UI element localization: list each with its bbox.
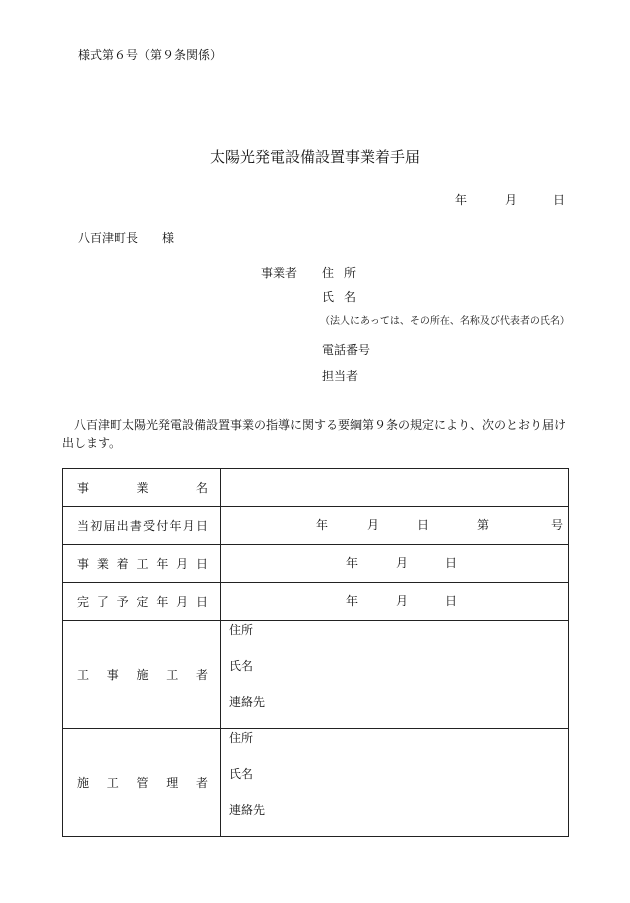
label-char: 了 [96, 595, 109, 609]
addressee-name: 八百津町長 [78, 231, 139, 245]
completion-date-label [63, 593, 220, 610]
label-char: 事 [77, 557, 90, 571]
applicant-contact-label: 担当者 [322, 369, 359, 383]
unit-day: 日 [445, 594, 458, 609]
applicant-phone-label: 電話番号 [322, 343, 371, 357]
label-char: 当 [77, 519, 90, 533]
unit-go: 号 [551, 518, 564, 533]
construction-start-date-input-cell[interactable] [221, 545, 569, 583]
document-title: 太陽光発電設備設置事業着手届 [209, 148, 420, 166]
label-char: 予 [116, 595, 129, 609]
label-char: 書 [129, 519, 142, 533]
label-char: 付 [156, 519, 169, 533]
business-name-label [63, 479, 220, 496]
label-char: 事 [77, 481, 90, 495]
label-char: 日 [195, 519, 208, 533]
label-char: 初 [90, 519, 103, 533]
label-char: 事 [106, 668, 119, 682]
manager-name-label: 氏名 [229, 767, 254, 781]
label-char: 施 [136, 668, 149, 682]
unit-year: 年 [346, 556, 359, 571]
applicant-label: 事業者 [261, 266, 298, 280]
label-char: 定 [136, 595, 149, 609]
label-cell [63, 729, 221, 837]
label-cell [63, 621, 221, 729]
applicant-name-label: 氏名 [322, 290, 367, 304]
manager-label [63, 774, 220, 791]
label-char: 業 [96, 557, 109, 571]
label-char: 年 [169, 519, 182, 533]
label-char: 工 [166, 668, 179, 682]
label-char: 業 [136, 481, 149, 495]
contractor-address-label: 住所 [229, 623, 254, 637]
label-char: 施 [77, 776, 90, 790]
label-char: 月 [182, 519, 195, 533]
label-char: 受 [143, 519, 156, 533]
notification-form-table [62, 468, 569, 837]
label-char: 工 [136, 557, 149, 571]
label-char: 月 [176, 557, 189, 571]
label-char: 月 [176, 595, 189, 609]
label-char: 理 [166, 776, 179, 790]
label-char: 年 [156, 557, 169, 571]
label-cell [63, 545, 221, 583]
contractor-label [63, 666, 220, 683]
unit-year: 年 [346, 594, 359, 609]
row-business-name [63, 469, 569, 507]
unit-month: 月 [367, 518, 380, 533]
unit-year: 年 [316, 518, 329, 533]
label-char: 出 [116, 519, 129, 533]
label-char: 日 [195, 595, 208, 609]
manager-address-label: 住所 [229, 731, 254, 745]
label-cell [63, 469, 221, 507]
label-char: 完 [77, 595, 90, 609]
unit-month: 月 [396, 556, 409, 571]
form-number: 様式第６号（第９条関係） [78, 48, 223, 62]
label-char: 年 [156, 595, 169, 609]
label-cell [63, 583, 221, 621]
initial-receipt-date-input-cell[interactable] [221, 507, 569, 545]
label-char: 工 [106, 776, 119, 790]
label-char: 着 [116, 557, 129, 571]
unit-day: 日 [417, 518, 430, 533]
date-year-label: 年 [455, 193, 468, 207]
initial-receipt-date-label [63, 517, 220, 534]
row-manager [63, 729, 569, 837]
row-initial-receipt-date [63, 507, 569, 545]
date-month-label: 月 [505, 193, 518, 207]
label-char: 工 [77, 668, 90, 682]
applicant-address-label: 住所 [322, 266, 367, 280]
label-char: 日 [195, 557, 208, 571]
label-char: 管 [136, 776, 149, 790]
label-char: 届 [103, 519, 116, 533]
unit-dai: 第 [477, 518, 490, 533]
contractor-contact-label: 連絡先 [229, 695, 266, 709]
date-day-label: 日 [553, 193, 566, 207]
addressee-honorific: 様 [162, 231, 175, 245]
label-char: 名 [195, 481, 208, 495]
row-completion-date [63, 583, 569, 621]
row-contractor [63, 621, 569, 729]
row-construction-start-date [63, 545, 569, 583]
label-char: 者 [195, 776, 208, 790]
contractor-name-label: 氏名 [229, 659, 254, 673]
applicant-name-note: （法人にあっては、その所在、名称及び代表者の氏名） [320, 316, 570, 327]
manager-input-cell[interactable] [221, 729, 569, 837]
unit-day: 日 [445, 556, 458, 571]
completion-date-input-cell[interactable] [221, 583, 569, 621]
label-char: 者 [195, 668, 208, 682]
contractor-input-cell[interactable] [221, 621, 569, 729]
manager-contact-label: 連絡先 [229, 803, 266, 817]
construction-start-date-label [63, 555, 220, 572]
label-cell [63, 507, 221, 545]
body-text: 八百津町太陽光発電設備設置事業の指導に関する要綱第９条の規定により、次のとおり届け出します。 [62, 418, 567, 450]
unit-month: 月 [396, 594, 409, 609]
business-name-input-cell[interactable] [221, 469, 569, 507]
